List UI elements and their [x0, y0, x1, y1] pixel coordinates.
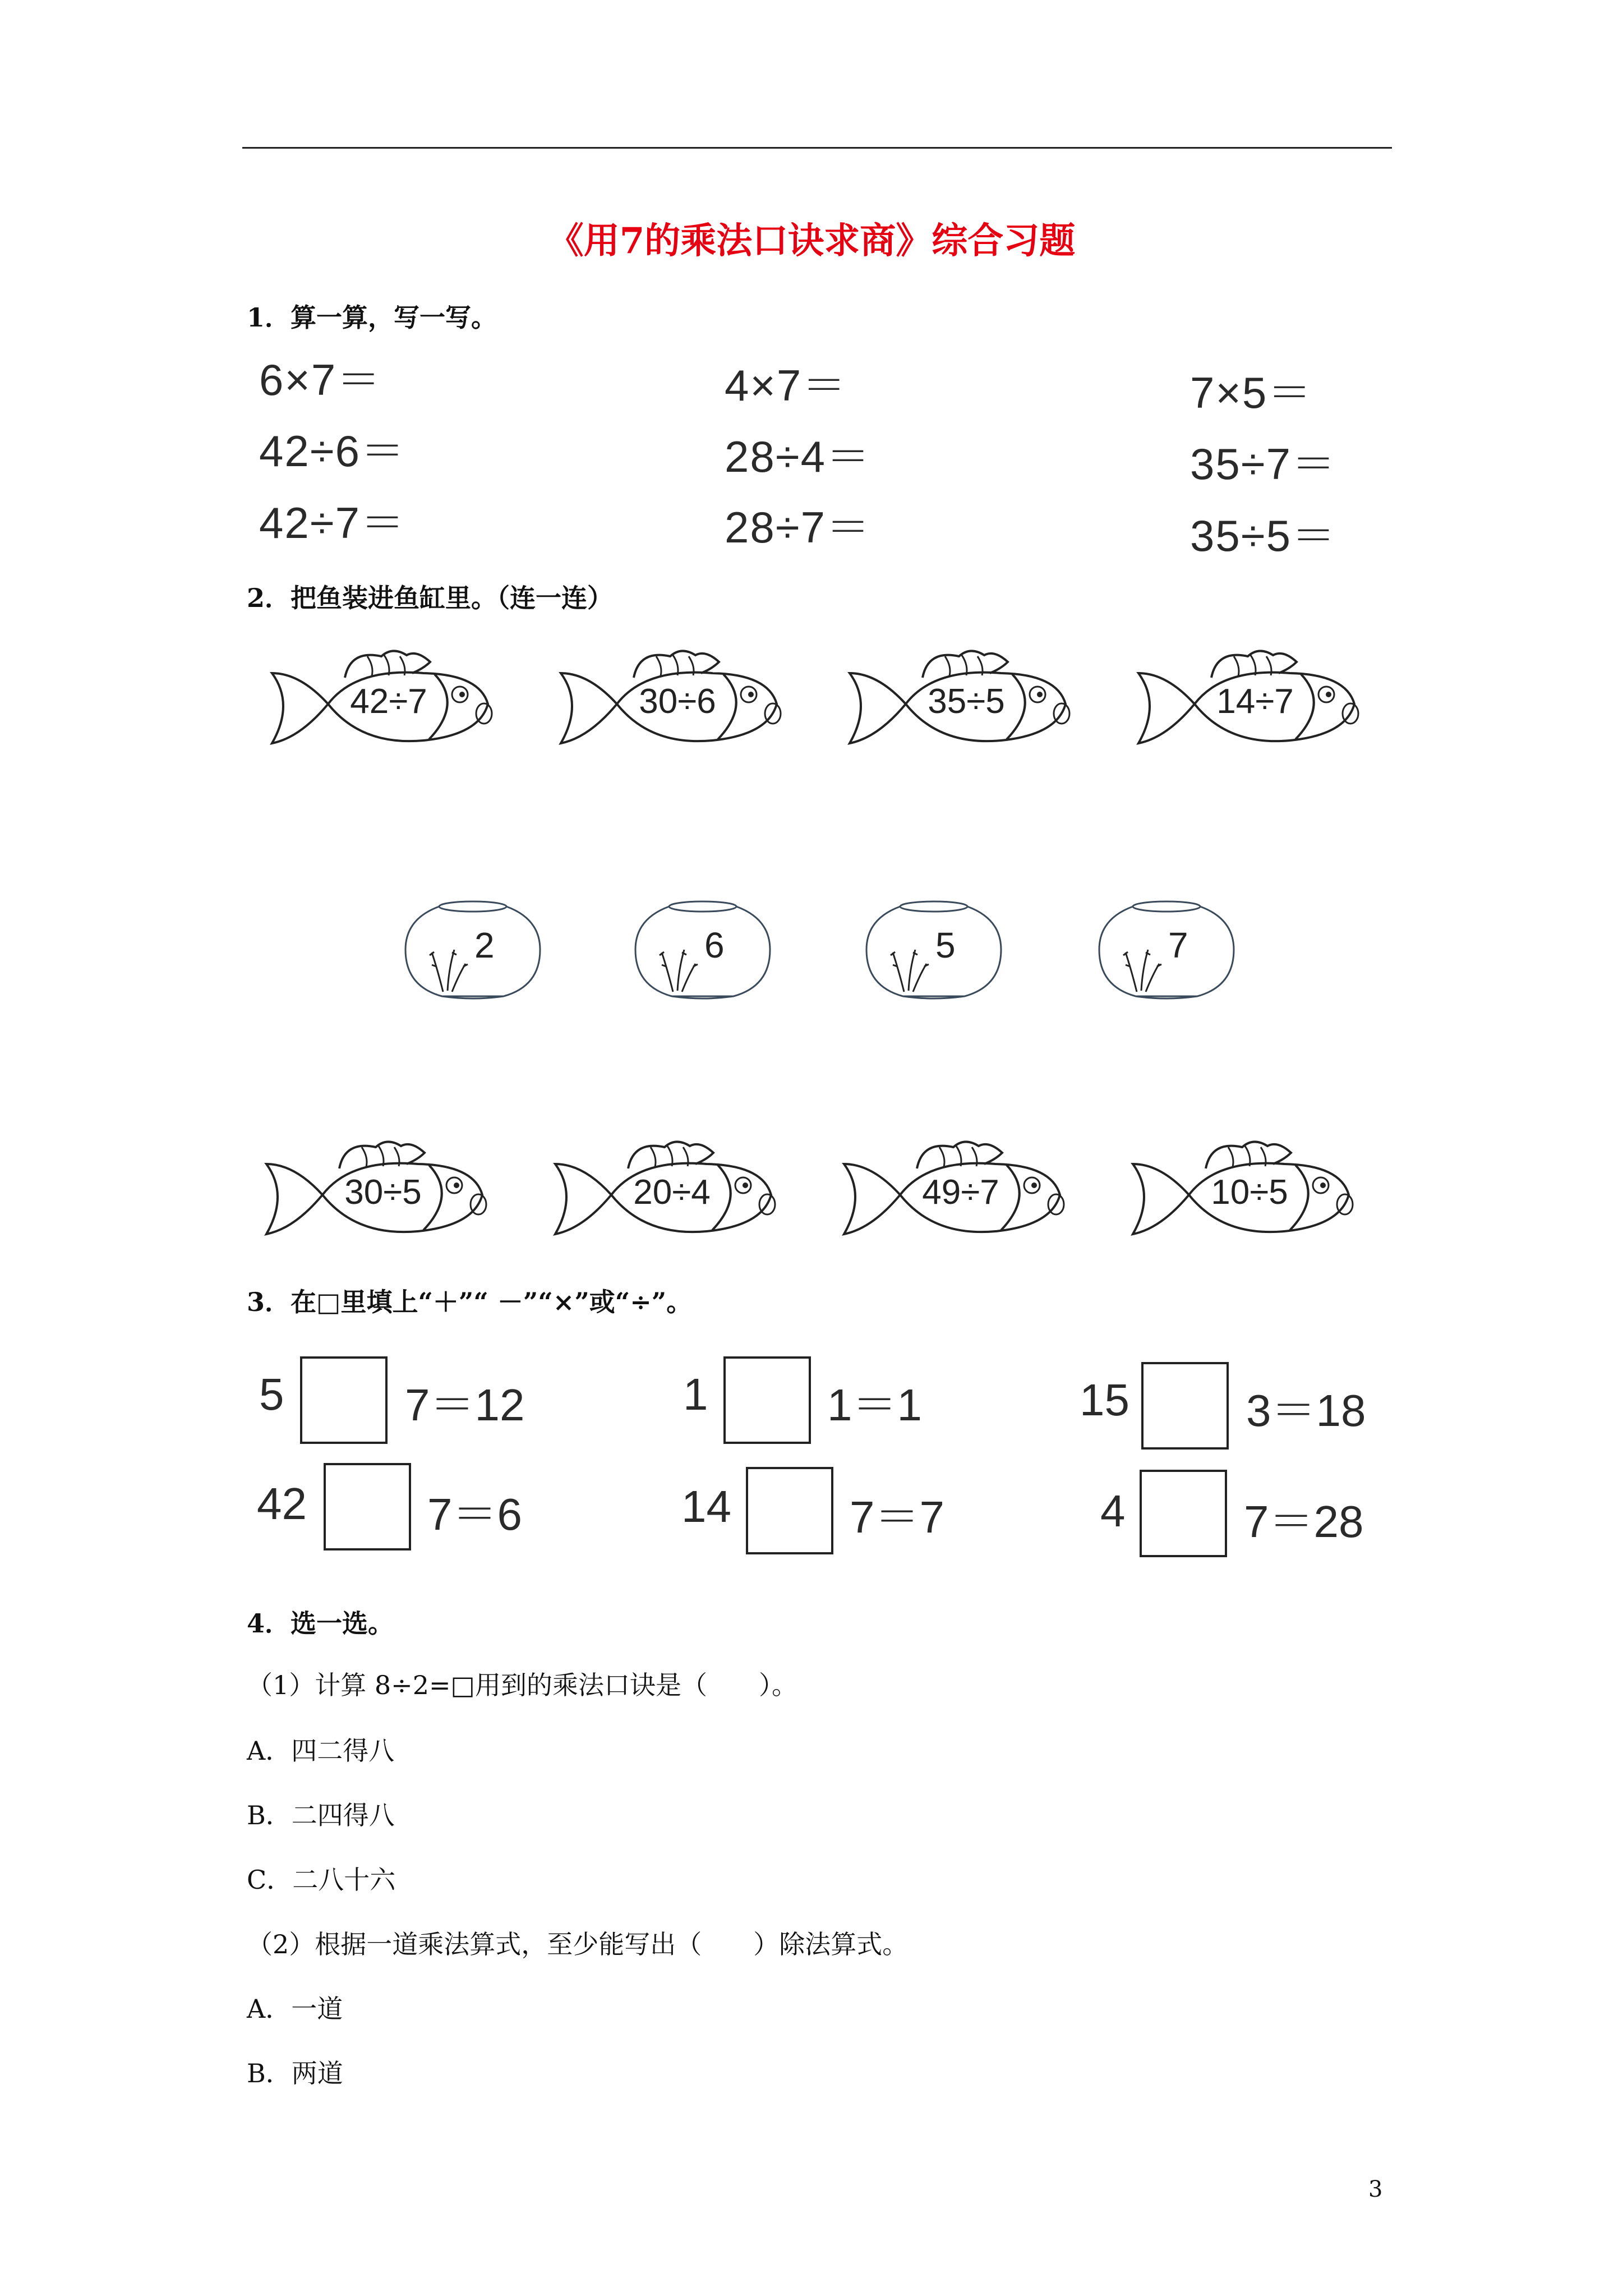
bowl-number: 2: [474, 925, 495, 965]
fishbowl[interactable]: [403, 896, 543, 1003]
choice-option[interactable]: A．四二得八: [247, 1736, 395, 1766]
q1-expr: 4×7＝: [725, 361, 847, 410]
fish[interactable]: [261, 1125, 502, 1265]
choice-option[interactable]: B．二四得八: [247, 1800, 395, 1830]
equation-left: 5: [259, 1369, 284, 1419]
q2-heading: 2．把鱼装进鱼缸里。（连一连）: [247, 583, 614, 613]
fish-expression: 35÷5: [928, 682, 1005, 721]
operator-box[interactable]: [300, 1356, 388, 1444]
equation-left: 4: [1100, 1486, 1126, 1536]
fish[interactable]: [838, 1125, 1080, 1265]
fishbowl-icon: [403, 896, 543, 1003]
q1-expr: 7×5＝: [1190, 368, 1313, 417]
fish-expression: 30÷5: [344, 1173, 422, 1212]
q4-question-2: （2）根据一道乘法算式，至少能写出（ ）除法算式。: [247, 1929, 909, 1959]
equation-right: 3＝18: [1246, 1386, 1366, 1435]
equation-right: 1＝1: [827, 1380, 922, 1430]
equation-right: 7＝7: [850, 1492, 944, 1542]
fish[interactable]: [266, 634, 508, 774]
q1-expr: 35÷5＝: [1190, 511, 1336, 560]
fish[interactable]: [1133, 634, 1374, 774]
page-number: 3: [1368, 2177, 1383, 2202]
operator-box[interactable]: [324, 1463, 411, 1550]
q1-expr: 35÷7＝: [1190, 439, 1336, 489]
equation-right: 7＝28: [1244, 1497, 1364, 1547]
q1-expr: 42÷6＝: [259, 426, 405, 476]
choice-option[interactable]: A．一道: [247, 1994, 343, 2024]
fish-expression: 49÷7: [922, 1173, 999, 1212]
equation-left: 1: [683, 1369, 708, 1419]
equation-right: 7＝6: [427, 1489, 522, 1539]
equation-left: 42: [257, 1479, 307, 1529]
operator-box[interactable]: [746, 1467, 833, 1554]
bowl-number: 5: [935, 925, 956, 965]
fish-expression: 42÷7: [350, 682, 427, 721]
fish[interactable]: [550, 1125, 791, 1265]
fish[interactable]: [555, 634, 796, 774]
fish-expression: 14÷7: [1216, 682, 1294, 721]
fishbowl-icon: [633, 896, 773, 1003]
operator-box[interactable]: [723, 1356, 811, 1444]
q1-expr: 28÷4＝: [725, 432, 871, 481]
q1-expr: 28÷7＝: [725, 503, 871, 552]
fishbowl[interactable]: [1096, 896, 1237, 1003]
header-rule: [242, 147, 1392, 149]
fish[interactable]: [1127, 1125, 1368, 1265]
q1-expr: 42÷7＝: [259, 498, 405, 547]
fish[interactable]: [844, 634, 1085, 774]
bowl-number: 7: [1168, 925, 1188, 965]
page-title: 《用7的乘法口诀求商》综合习题: [547, 220, 1076, 262]
fishbowl[interactable]: [633, 896, 773, 1003]
bowl-number: 6: [704, 925, 725, 965]
q4-heading: 4．选一选。: [247, 1608, 394, 1639]
q4-question-1: （1）计算 8÷2=□用到的乘法口诀是（ ）。: [247, 1670, 797, 1700]
q1-expr: 6×7＝: [259, 355, 382, 404]
choice-option[interactable]: C．二八十六: [247, 1865, 396, 1895]
equation-left: 15: [1080, 1375, 1129, 1425]
fishbowl-icon: [864, 896, 1004, 1003]
choice-option[interactable]: B．两道: [247, 2058, 343, 2088]
q1-heading: 1．算一算，写一写。: [247, 302, 497, 333]
fishbowl[interactable]: [864, 896, 1004, 1003]
fishbowl-icon: [1096, 896, 1237, 1003]
fish-expression: 30÷6: [639, 682, 716, 721]
equation-left: 14: [681, 1481, 731, 1531]
fish-expression: 20÷4: [633, 1173, 711, 1212]
operator-box[interactable]: [1141, 1362, 1229, 1450]
q3-heading: 3．在□里填上“＋”“ －”“×”或“÷”。: [247, 1287, 693, 1317]
fish-expression: 10÷5: [1211, 1173, 1288, 1212]
operator-box[interactable]: [1140, 1470, 1227, 1557]
equation-right: 7＝12: [405, 1380, 525, 1430]
